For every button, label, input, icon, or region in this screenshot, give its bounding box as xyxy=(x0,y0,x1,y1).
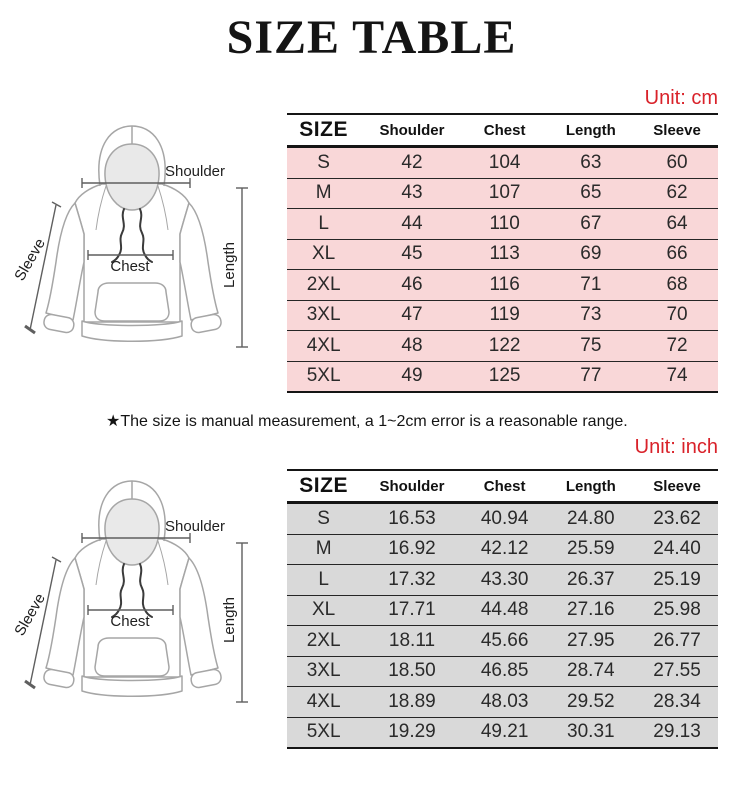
table-row xyxy=(287,687,718,718)
value-cell: 28.74 xyxy=(567,660,615,682)
value-cell: 43.30 xyxy=(480,568,529,590)
value-cell: 29.13 xyxy=(653,721,701,743)
value-cell: 65 xyxy=(580,182,602,204)
size-cell: 3XL xyxy=(306,660,341,682)
table-row xyxy=(287,595,718,626)
value-cell: 62 xyxy=(666,182,688,204)
value-cell: 24.40 xyxy=(653,538,701,560)
hoodie-diagram-cm xyxy=(10,122,255,357)
unit-cm-label: Unit: cm xyxy=(644,87,718,109)
table-row xyxy=(287,147,718,179)
value-cell: 18.89 xyxy=(388,690,436,712)
value-cell: 44 xyxy=(401,212,423,234)
value-cell: 48.03 xyxy=(480,690,529,712)
table-row xyxy=(287,565,718,596)
size-cell: 3XL xyxy=(306,304,341,326)
value-cell: 23.62 xyxy=(653,507,701,529)
size-cell: M xyxy=(315,538,332,560)
size-cell: 4XL xyxy=(306,690,341,712)
col-header-chest: Chest xyxy=(483,477,526,495)
value-cell: 28.34 xyxy=(653,690,701,712)
value-cell: 113 xyxy=(489,243,520,265)
table-row xyxy=(287,178,718,209)
size-cell: S xyxy=(317,507,330,529)
value-cell: 77 xyxy=(580,365,602,387)
size-cell: L xyxy=(318,568,329,590)
value-cell: 17.32 xyxy=(388,568,436,590)
size-cell: 2XL xyxy=(306,629,341,651)
value-cell: 27.16 xyxy=(567,599,615,621)
value-cell: 40.94 xyxy=(480,507,529,529)
value-cell: 48 xyxy=(401,334,423,356)
size-cell: 4XL xyxy=(306,334,341,356)
size-cell: 5XL xyxy=(306,365,341,387)
col-header-chest: Chest xyxy=(483,121,526,139)
value-cell: 46 xyxy=(401,273,423,295)
value-cell: 47 xyxy=(401,304,423,326)
value-cell: 73 xyxy=(580,304,602,326)
value-cell: 45.66 xyxy=(480,629,529,651)
value-cell: 66 xyxy=(666,243,688,265)
value-cell: 60 xyxy=(666,151,688,173)
value-cell: 26.77 xyxy=(653,629,701,651)
value-cell: 30.31 xyxy=(567,721,615,743)
table-row xyxy=(287,209,718,240)
value-cell: 25.59 xyxy=(567,538,615,560)
table-row xyxy=(287,534,718,565)
value-cell: 25.98 xyxy=(653,599,701,621)
value-cell: 44.48 xyxy=(480,599,529,621)
value-cell: 24.80 xyxy=(567,507,615,529)
col-header-length: Length xyxy=(565,477,616,495)
value-cell: 19.29 xyxy=(388,721,436,743)
col-header-sleeve: Sleeve xyxy=(653,121,701,139)
value-cell: 16.92 xyxy=(388,538,436,560)
value-cell: 42 xyxy=(401,151,423,173)
value-cell: 70 xyxy=(666,304,688,326)
table-row xyxy=(287,717,718,748)
value-cell: 72 xyxy=(666,334,688,356)
measurement-note: ★The size is manual measurement, a 1~2cm error is a reasonable range. xyxy=(106,413,628,430)
table-row xyxy=(287,503,718,535)
value-cell: 74 xyxy=(666,365,688,387)
table-row xyxy=(287,361,718,392)
table-row xyxy=(287,656,718,687)
table-row xyxy=(287,331,718,362)
table-row xyxy=(287,626,718,657)
value-cell: 68 xyxy=(666,273,688,295)
size-cell: 2XL xyxy=(306,273,341,295)
value-cell: 18.11 xyxy=(388,629,436,651)
value-cell: 25.19 xyxy=(653,568,701,590)
value-cell: 43 xyxy=(401,182,423,204)
value-cell: 71 xyxy=(580,273,602,295)
unit-inch-label: Unit: inch xyxy=(634,436,718,458)
value-cell: 42.12 xyxy=(480,538,529,560)
value-cell: 104 xyxy=(488,151,521,173)
size-cell: XL xyxy=(312,243,336,265)
value-cell: 27.55 xyxy=(653,660,701,682)
size-cell: L xyxy=(318,212,329,234)
page-title: SIZE TABLE xyxy=(226,11,517,64)
col-header-size: SIZE xyxy=(299,474,348,497)
value-cell: 122 xyxy=(488,334,521,356)
col-header-shoulder: Shoulder xyxy=(379,121,445,139)
value-cell: 26.37 xyxy=(567,568,615,590)
table-row xyxy=(287,239,718,270)
value-cell: 75 xyxy=(580,334,602,356)
table-header-row xyxy=(287,114,718,147)
value-cell: 29.52 xyxy=(567,690,615,712)
col-header-shoulder: Shoulder xyxy=(379,477,445,495)
size-table-cm xyxy=(287,113,718,393)
col-header-sleeve: Sleeve xyxy=(653,477,701,495)
table-row xyxy=(287,270,718,301)
size-cell: 5XL xyxy=(306,721,341,743)
size-cell: M xyxy=(315,182,332,204)
value-cell: 69 xyxy=(580,243,602,265)
value-cell: 110 xyxy=(489,212,520,234)
value-cell: 27.95 xyxy=(567,629,615,651)
value-cell: 49 xyxy=(401,365,423,387)
value-cell: 119 xyxy=(489,304,520,326)
value-cell: 107 xyxy=(488,182,521,204)
value-cell: 67 xyxy=(580,212,602,234)
value-cell: 17.71 xyxy=(388,599,436,621)
value-cell: 46.85 xyxy=(480,660,529,682)
value-cell: 63 xyxy=(580,151,602,173)
table-header-row xyxy=(287,470,718,503)
value-cell: 16.53 xyxy=(388,507,436,529)
value-cell: 18.50 xyxy=(388,660,436,682)
value-cell: 116 xyxy=(489,273,520,295)
value-cell: 64 xyxy=(666,212,688,234)
table-row xyxy=(287,300,718,331)
col-header-size: SIZE xyxy=(299,118,348,141)
value-cell: 49.21 xyxy=(480,721,529,743)
col-header-length: Length xyxy=(565,121,616,139)
hoodie-diagram-inch xyxy=(10,477,255,712)
value-cell: 125 xyxy=(488,365,521,387)
size-cell: S xyxy=(317,151,330,173)
size-cell: XL xyxy=(312,599,336,621)
value-cell: 45 xyxy=(401,243,423,265)
size-table-inch xyxy=(287,469,718,749)
